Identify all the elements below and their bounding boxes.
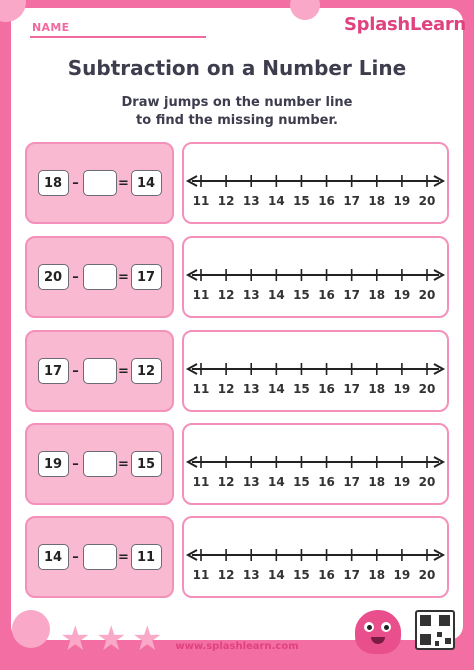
tick-label: 13 — [242, 288, 260, 302]
result-box: 11 — [131, 544, 162, 570]
missing-number-input[interactable] — [83, 170, 117, 196]
tick-label: 18 — [368, 475, 386, 489]
result-box: 17 — [131, 264, 162, 290]
tick-label: 17 — [343, 475, 361, 489]
tick-label: 17 — [343, 194, 361, 208]
equation-card — [25, 423, 174, 505]
footer-url[interactable]: www.splashlearn.com — [175, 641, 299, 652]
tick-label: 12 — [217, 382, 235, 396]
number-line[interactable] — [184, 332, 447, 410]
tick-label: 13 — [242, 194, 260, 208]
equation-card — [25, 516, 174, 598]
problem-row — [25, 423, 449, 505]
tick-label: 11 — [192, 288, 210, 302]
number-line-card[interactable] — [182, 423, 449, 505]
number-line-card[interactable] — [182, 236, 449, 318]
tick-label: 20 — [418, 568, 436, 582]
tick-label: 18 — [368, 382, 386, 396]
tick-label: 15 — [293, 568, 310, 582]
tick-label: 16 — [318, 382, 335, 396]
tick-label: 17 — [343, 382, 361, 396]
star-icon: ★ — [60, 619, 91, 659]
tick-label: 11 — [192, 194, 210, 208]
tick-label: 13 — [242, 568, 260, 582]
result-box: 12 — [131, 358, 162, 384]
tick-label: 12 — [217, 475, 235, 489]
tick-label: 17 — [343, 288, 361, 302]
tick-label: 11 — [192, 475, 210, 489]
number-line[interactable] — [184, 518, 447, 596]
tick-label: 12 — [217, 288, 235, 302]
number-line[interactable] — [184, 144, 447, 222]
minus-sign: – — [72, 175, 79, 191]
number-line[interactable] — [184, 238, 447, 316]
tick-label: 20 — [418, 382, 436, 396]
tick-label: 20 — [418, 288, 436, 302]
minuend-box: 19 — [38, 451, 69, 477]
tick-label: 15 — [293, 382, 310, 396]
equation-card — [25, 330, 174, 412]
missing-number-input[interactable] — [83, 544, 117, 570]
minus-sign: – — [72, 456, 79, 472]
tick-label: 19 — [393, 194, 411, 208]
instruction-line-1: Draw jumps on the number line — [121, 95, 353, 110]
name-input-line[interactable] — [30, 36, 206, 38]
name-label: NAME — [32, 21, 70, 34]
star-icon: ★ — [96, 619, 127, 659]
number-line[interactable] — [184, 425, 447, 503]
missing-number-input[interactable] — [83, 264, 117, 290]
tick-label: 17 — [343, 568, 361, 582]
instructions — [0, 94, 474, 130]
equation-card — [25, 142, 174, 224]
tick-label: 18 — [368, 194, 386, 208]
problem-row — [25, 516, 449, 598]
tick-label: 20 — [418, 194, 436, 208]
tick-label: 20 — [418, 475, 436, 489]
brand-logo: SplashLearn — [344, 14, 466, 35]
tick-label: 11 — [192, 568, 210, 582]
tick-label: 14 — [267, 194, 285, 208]
star-icon: ★ — [132, 619, 163, 659]
tick-label: 18 — [368, 288, 386, 302]
tick-label: 16 — [318, 194, 335, 208]
missing-number-input[interactable] — [83, 451, 117, 477]
tick-label: 13 — [242, 475, 260, 489]
tick-label: 13 — [242, 382, 260, 396]
equation-card — [25, 236, 174, 318]
result-box: 14 — [131, 170, 162, 196]
tick-label: 16 — [318, 568, 335, 582]
tick-label: 11 — [192, 382, 210, 396]
minus-sign: – — [72, 269, 79, 285]
tick-label: 19 — [393, 382, 411, 396]
tick-label: 15 — [293, 194, 310, 208]
instruction-line-2: to find the missing number. — [136, 113, 338, 128]
missing-number-input[interactable] — [83, 358, 117, 384]
minuend-box: 20 — [38, 264, 69, 290]
problem-row — [25, 330, 449, 412]
equals-sign: = — [118, 363, 129, 379]
tick-label: 15 — [293, 288, 310, 302]
tick-label: 14 — [267, 568, 285, 582]
minuend-box: 17 — [38, 358, 69, 384]
number-line-card[interactable] — [182, 142, 449, 224]
tick-label: 19 — [393, 568, 411, 582]
minuend-box: 14 — [38, 544, 69, 570]
minuend-box: 18 — [38, 170, 69, 196]
number-line-card[interactable] — [182, 330, 449, 412]
tick-label: 18 — [368, 568, 386, 582]
tick-label: 14 — [267, 382, 285, 396]
tick-label: 19 — [393, 475, 411, 489]
tick-label: 14 — [267, 475, 285, 489]
number-line-card[interactable] — [182, 516, 449, 598]
tick-label: 14 — [267, 288, 285, 302]
page-title: Subtraction on a Number Line — [67, 56, 407, 80]
equals-sign: = — [118, 269, 129, 285]
tick-label: 16 — [318, 288, 335, 302]
equals-sign: = — [118, 175, 129, 191]
minus-sign: – — [72, 363, 79, 379]
tick-label: 19 — [393, 288, 411, 302]
tick-label: 12 — [217, 568, 235, 582]
tick-label: 12 — [217, 194, 235, 208]
problem-row — [25, 142, 449, 224]
tick-label: 16 — [318, 475, 335, 489]
tick-label: 15 — [293, 475, 310, 489]
problem-row — [25, 236, 449, 318]
equals-sign: = — [118, 456, 129, 472]
result-box: 15 — [131, 451, 162, 477]
minus-sign: – — [72, 549, 79, 565]
equals-sign: = — [118, 549, 129, 565]
